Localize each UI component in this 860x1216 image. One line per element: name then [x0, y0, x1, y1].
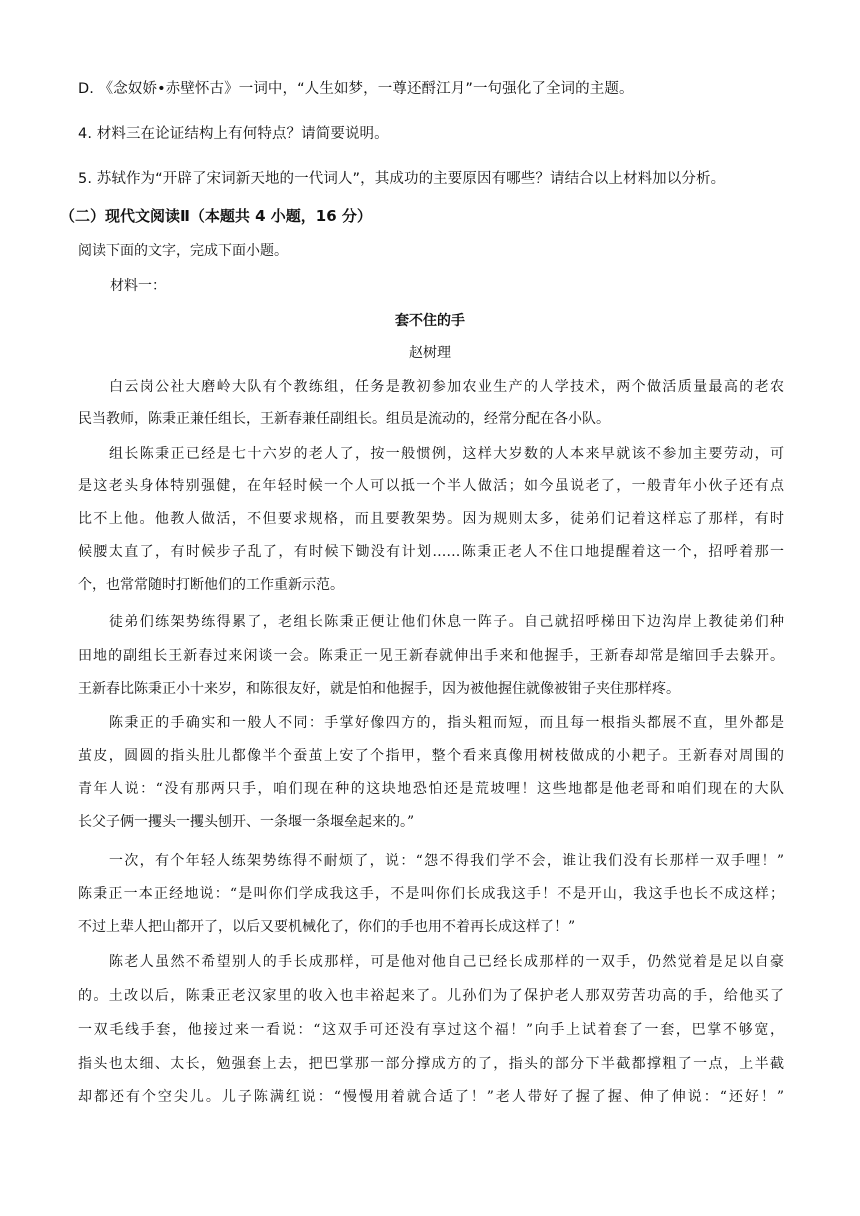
paragraph-line: 一次，有个年轻人练架势练得不耐烦了，说：“怨不得我们学不会，谁让我们没有长那样一双手哩！” [109, 853, 784, 869]
paragraph-line: 陈老人虽然不希望别人的手长成那样，可是他对他自己已经长成那样的一双手，仍然觉着是足以自豪 [109, 954, 784, 970]
article-title: 套不住的手 [395, 313, 465, 329]
paragraph-line: 一双毛线手套，他接过来一看说：“这双手可还没有享过这个福！”向手上试着套了一套，巴掌不够宽， [78, 1022, 784, 1038]
option-d: D. 《念奴娇•赤壁怀古》一词中，“人生如梦，一尊还酹江月”一句强化了全词的主题。 [78, 81, 634, 97]
paragraph-line: 徒弟们练架势练得累了，老组长陈秉正便让他们休息一阵子。自己就招呼梯田下边沟岸上教徒弟们种 [109, 614, 784, 630]
paragraph-line: 陈秉正一本正经地说：“是叫你们学成我这手，不是叫你们长成我这手！不是开山，我这手也长不成这样； [78, 886, 784, 902]
paragraph-line: 青年人说：“没有那两只手，咱们现在种的这块地恐怕还是荒坡哩！这些地都是他老哥和咱们现在的大队 [78, 781, 784, 797]
paragraph-line: 的。土改以后，陈秉正老汉家里的收入也丰裕起来了。儿孙们为了保护老人那双劳苦功高的手，给他买了 [78, 988, 784, 1004]
paragraph-line: 比不上他。他教人做活，不但要求规格，而且要教架势。因为规则太多，徒弟们记着这样忘了那样，有时 [78, 511, 784, 527]
question-4: 4. 材料三在论证结构上有何特点？请简要说明。 [78, 126, 389, 142]
paragraph-line: 不过上辈人把山都开了，以后又要机械化了，你们的手也用不着再长成这样了！” [78, 919, 576, 935]
paragraph-line: 茧皮，圆圆的指头肚儿都像半个蚕茧上安了个指甲，整个看来真像用树枝做成的小耙子。王新春对周围的 [78, 748, 784, 764]
paragraph-line: 田地的副组长王新春过来闲谈一会。陈秉正一见王新春就伸出手来和他握手，王新春却常是缩回手去躲开。 [78, 648, 784, 664]
reading-instruction: 阅读下面的文字，完成下面小题。 [78, 243, 288, 259]
paragraph-line: 白云岗公社大磨岭大队有个教练组，任务是教初参加农业生产的人学技术，两个做活质量最高的老农 [109, 379, 784, 395]
section-heading: （二）现代文阅读Ⅱ（本题共 4 小题，16 分） [60, 207, 372, 225]
paragraph-line: 陈秉正的手确实和一般人不同：手掌好像四方的，指头粗而短，而且每一根指头都展不直，里外都是 [109, 715, 784, 731]
paragraph-line: 王新春比陈秉正小十来岁，和陈很友好，就是怕和他握手，因为被他握住就像被钳子夹住那样疼。 [78, 681, 680, 697]
paragraph-line: 候腰太直了，有时候步子乱了，有时候下锄没有计划……陈秉正老人不住口地提醒着这一个，招呼着那一 [78, 544, 784, 560]
paragraph-line: 是这老头身体特别强健，在年轻时候一个人可以抵一个半人做活；如今虽说老了，一般青年小伙子还有点 [78, 478, 784, 494]
paragraph-line: 却都还有个空尖儿。儿子陈满红说：“慢慢用着就合适了！”老人带好了握了握、伸了伸说：“还好！” [78, 1089, 784, 1105]
paragraph-line: 长父子俩一攫头一攫头刨开、一条堰一条堰垒起来的。” [78, 814, 415, 830]
question-5: 5. 苏轼作为“开辟了宋词新天地的一代词人”，其成功的主要原因有哪些？请结合以上材料加以分析。 [78, 171, 726, 187]
paragraph-line: 个，也常常随时打断他们的工作重新示范。 [78, 577, 344, 593]
paragraph-line: 民当教师，陈秉正兼任组长，王新春兼任副组长。组员是流动的，经常分配在各小队。 [78, 411, 610, 427]
material-label: 材料一： [110, 278, 166, 294]
paragraph-line: 组长陈秉正已经是七十六岁的老人了，按一般惯例，这样大岁数的人本来早就该不参加主要劳动，可 [109, 446, 784, 462]
paragraph-line: 指头也太细、太长，勉强套上去，把巴掌那一部分撑成方的了，指头的部分下半截都撑粗了一点，上半截 [78, 1056, 784, 1072]
article-author: 赵树理 [409, 345, 451, 361]
